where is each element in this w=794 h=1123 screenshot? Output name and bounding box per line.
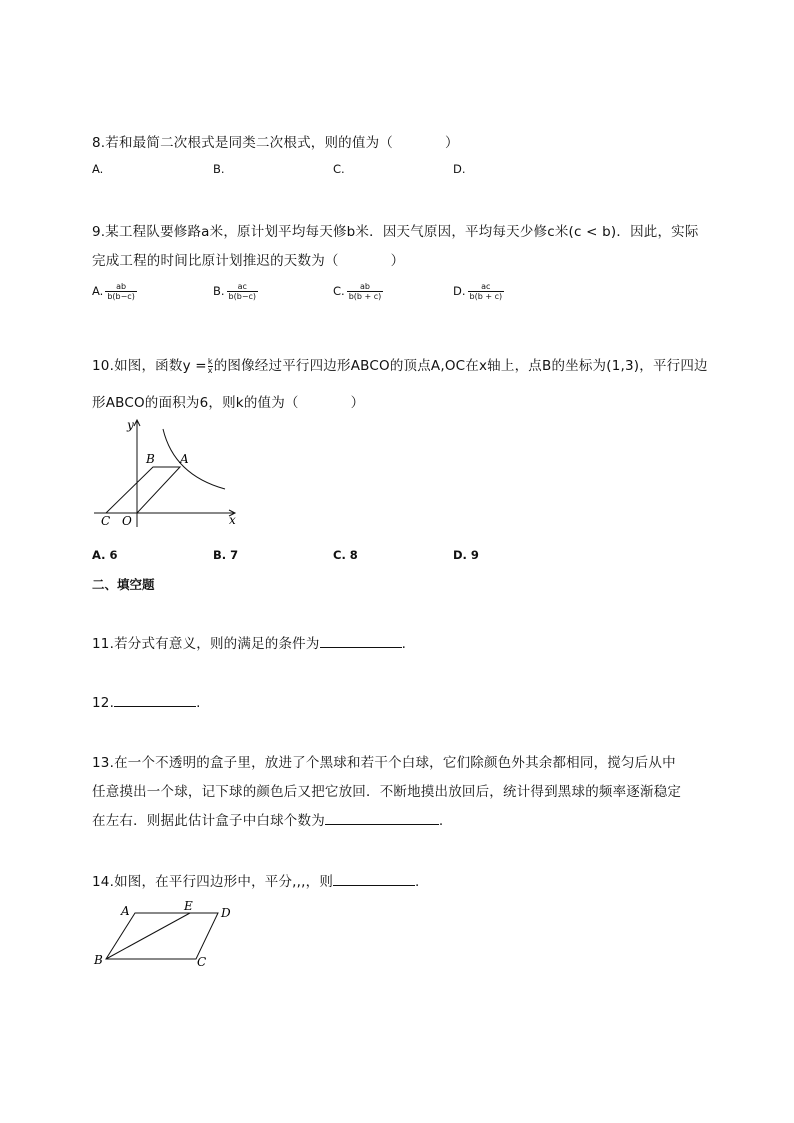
q10-label-a: A [180,452,189,466]
q9-option-b-num: ac [227,282,259,292]
q12-end: . [196,695,201,711]
q14-label-e: E [184,899,193,913]
q12-stem [92,692,201,711]
q9-option-b-fraction [227,282,259,301]
q13-text: 在左右．则据此估计盒子中白球个数为 [92,813,325,829]
q10-option-d[interactable]: D. 9 [453,548,479,562]
q9-text: 完成工程的时间比原计划推迟的天数为（ [92,253,339,269]
q9-option-b-den: b(b−c) [228,292,257,301]
q9-stem-line2 [92,249,404,269]
q9-option-d[interactable] [453,282,504,301]
q10-label-y: y [127,418,134,432]
q10-stem-line2 [92,391,364,411]
q9-option-a-fraction [105,282,137,301]
section-fill-in-blank-title: 二、填空题 [92,577,155,592]
q9-option-d-fraction [468,282,505,301]
q10-label-b: B [146,452,155,466]
q9-option-a-den: b(b−c) [107,292,135,301]
q12-answer-blank[interactable] [114,692,196,707]
q10-stem-line1 [92,354,708,375]
q9-option-c-num: ab [347,282,384,292]
q10-frac-den: x [207,365,213,375]
q14-stem [92,870,420,890]
q14-bisector-be [106,913,190,959]
q8-option-b[interactable]: B. [213,162,225,176]
q14-label-d: D [221,906,231,920]
q10-label-o: O [122,514,132,528]
q8-option-d[interactable]: D. [453,162,466,176]
q14-text: 14.如图，在平行四边形中，平分,,,，则 [92,874,334,890]
q14-end: . [415,874,420,890]
q10-frac-num: k [207,356,213,366]
q9-option-c-den: b(b + c) [348,292,382,301]
q9-option-b[interactable] [213,282,258,301]
q9-option-a-num: ab [105,282,137,292]
q13-stem-line3 [92,809,443,829]
q9-option-c[interactable] [333,282,383,301]
q10-figure [90,415,250,530]
q11-stem [92,632,406,652]
q8-text: 8.若和最简二次根式是同类二次根式，则的值为（ [92,135,393,151]
q9-stem-line1: 9.某工程队要修路a米，原计划平均每天修b米．因天气原因，平均每天少修c米(c < b)．因此，实际 [92,224,699,240]
q10-parallelogram [106,467,180,513]
q9-option-a[interactable] [92,282,137,301]
q11-text: 11.若分式有意义，则的满足的条件为 [92,636,320,652]
q12-text: 12. [92,695,115,711]
q9-option-d-den: b(b + c) [469,292,503,301]
q13-stem-line2: 任意摸出一个球，记下球的颜色后又把它放回．不断地摸出放回后，统计得到黑球的频率逐渐稳定 [92,784,682,800]
q9-option-c-fraction [347,282,384,301]
q10-text: 形ABCO的面积为6，则k的值为（ [92,395,299,411]
q9-option-a-label: A. [92,284,104,298]
q8-option-a[interactable]: A. [92,162,104,176]
q11-end: . [401,636,407,652]
q13-stem-line1: 13.在一个不透明的盒子里，放进了个黑球和若干个白球，它们除颜色外其余都相同，搅匀后从中 [92,755,676,771]
q14-answer-blank[interactable] [333,871,415,886]
q8-close-paren: ） [444,135,459,151]
q14-label-c: C [197,955,207,969]
q8-option-c[interactable]: C. [333,162,345,176]
q10-fraction [208,358,213,375]
q13-end: . [438,813,444,829]
q9-option-b-label: B. [213,284,225,298]
q10-option-c[interactable]: C. 8 [333,548,358,562]
q9-close-paren: ） [390,253,405,269]
q8-stem [92,131,459,151]
q10-label-x: x [229,513,236,527]
q9-option-d-label: D. [453,284,466,298]
q13-answer-blank[interactable] [325,810,439,825]
q9-option-c-label: C. [333,284,345,298]
q10-hyperbola [163,429,225,489]
q10-prefix: 10.如图，函数y = [92,358,207,374]
q10-label-c: C [101,514,111,528]
q14-label-a: A [121,904,130,918]
q10-option-a[interactable]: A. 6 [92,548,118,562]
q14-label-b: B [94,953,103,967]
q10-close-paren: ） [350,395,365,411]
q14-figure [90,898,240,970]
q9-option-d-num: ac [468,282,505,292]
q10-suffix: 的图像经过平行四边形ABCO的顶点A,OC在x轴上，点B的坐标为(1,3)，平行四边 [213,358,708,374]
q14-parallelogram [106,913,218,959]
q10-option-b[interactable]: B. 7 [213,548,239,562]
q11-answer-blank[interactable] [320,633,402,648]
